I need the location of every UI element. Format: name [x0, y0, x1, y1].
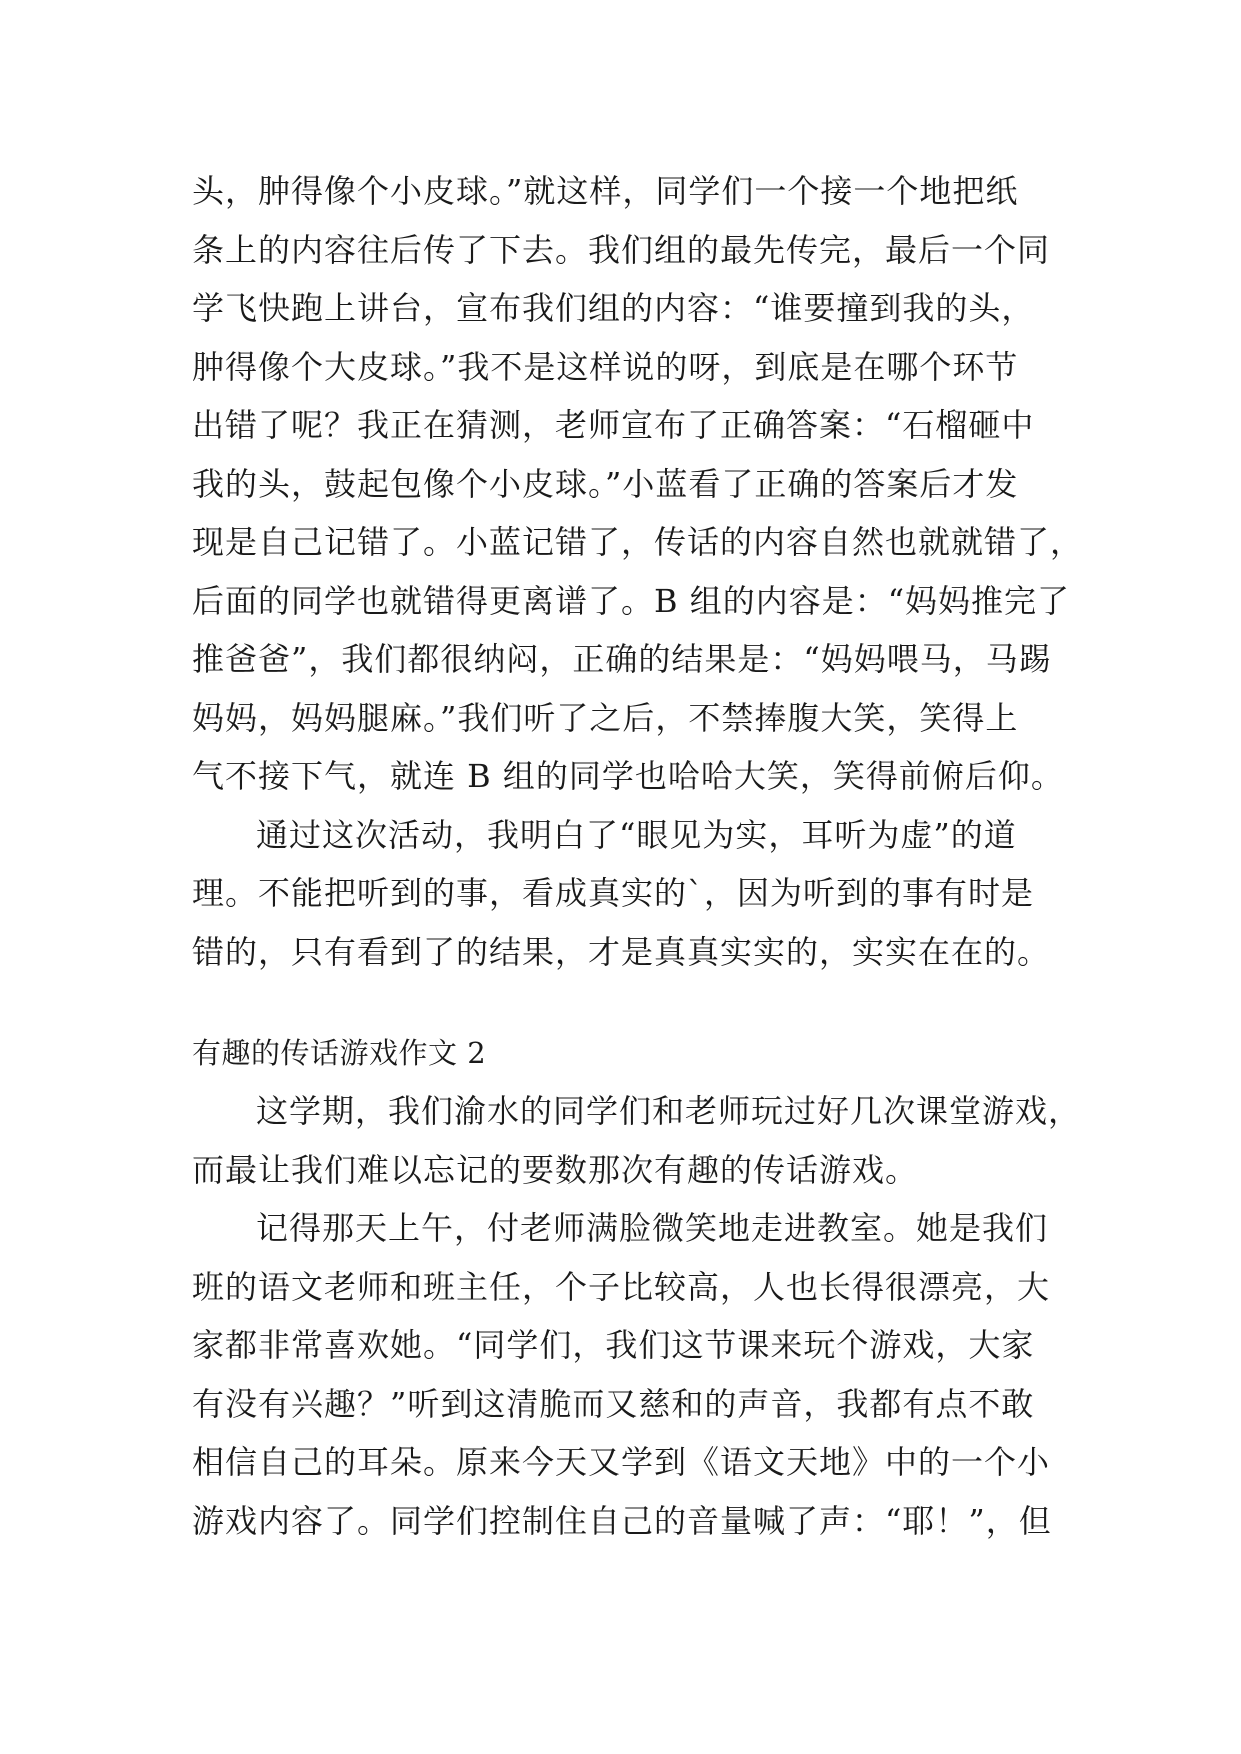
paragraph-line: 而最让我们难以忘记的要数那次有趣的传话游戏。 [192, 1150, 919, 1189]
paragraph-line: 推爸爸”，我们都很纳闷，正确的结果是：“妈妈喂马，马踢 [192, 640, 1052, 678]
paragraph-line: 出错了呢？我正在猜测，老师宣布了正确答案：“石榴砸中 [192, 406, 1035, 444]
paragraph-line-indented: 通过这次活动，我明白了“眼见为实，耳听为虚”的道 [256, 815, 1017, 854]
paragraph-line: 妈妈，妈妈腿麻。”我们听了之后，不禁捧腹大笑，笑得上 [192, 698, 1019, 737]
paragraph-line: 理。不能把听到的事，看成真实的`，因为听到的事有时是 [192, 874, 1035, 912]
essay-1-continuation [192, 162, 1084, 981]
paragraph-line: 后面的同学也就错得更离谱了。B 组的内容是：“妈妈推完了 [192, 581, 1071, 620]
paragraph-line: 气不接下气，就连 B 组的同学也哈哈大笑，笑得前俯后仰。 [192, 757, 1064, 795]
paragraph-line: 游戏内容了。同学们控制住自己的音量喊了声：“耶！”，但 [192, 1501, 1052, 1540]
paragraph-line: 肿得像个大皮球。”我不是这样说的呀，到底是在哪个环节 [192, 347, 1019, 386]
paragraph-line: 学飞快跑上讲台，宣布我们组的内容：“谁要撞到我的头， [192, 289, 1035, 327]
paragraph-line-indented: 这学期，我们渝水的同学们和老师玩过好几次课堂游戏， [256, 1092, 1082, 1130]
paragraph-line: 错的，只有看到了的结果，才是真真实实的，实实在在的。 [192, 932, 1051, 971]
paragraph-line: 班的语文老师和班主任，个子比较高，人也长得很漂亮，大 [192, 1267, 1051, 1306]
paragraph-line-indented: 记得那天上午，付老师满脸微笑地走进教室。她是我们 [256, 1209, 1049, 1247]
paragraph-line: 头，肿得像个小皮球。”就这样，同学们一个接一个地把纸 [192, 172, 1019, 210]
paragraph-line: 条上的内容往后传了下去。我们组的最先传完，最后一个同 [192, 230, 1051, 269]
paragraph-line: 现是自己记错了。小蓝记错了，传话的内容自然也就就错了， [192, 523, 1084, 561]
paragraph-line: 有没有兴趣？”听到这清脆而又慈和的声音，我都有点不敢 [192, 1384, 1035, 1423]
paragraph-line: 家都非常喜欢她。“同学们，我们这节课来玩个游戏，大家 [192, 1326, 1035, 1364]
paragraph-line: 相信自己的耳朵。原来今天又学到《语文天地》中的一个小 [192, 1443, 1051, 1481]
essay-2-title: 有趣的传话游戏作文 2 [192, 1036, 487, 1070]
paragraph-line: 我的头，鼓起包像个小皮球。”小蓝看了正确的答案后才发 [192, 464, 1019, 503]
essay-2-body [192, 1082, 1082, 1550]
